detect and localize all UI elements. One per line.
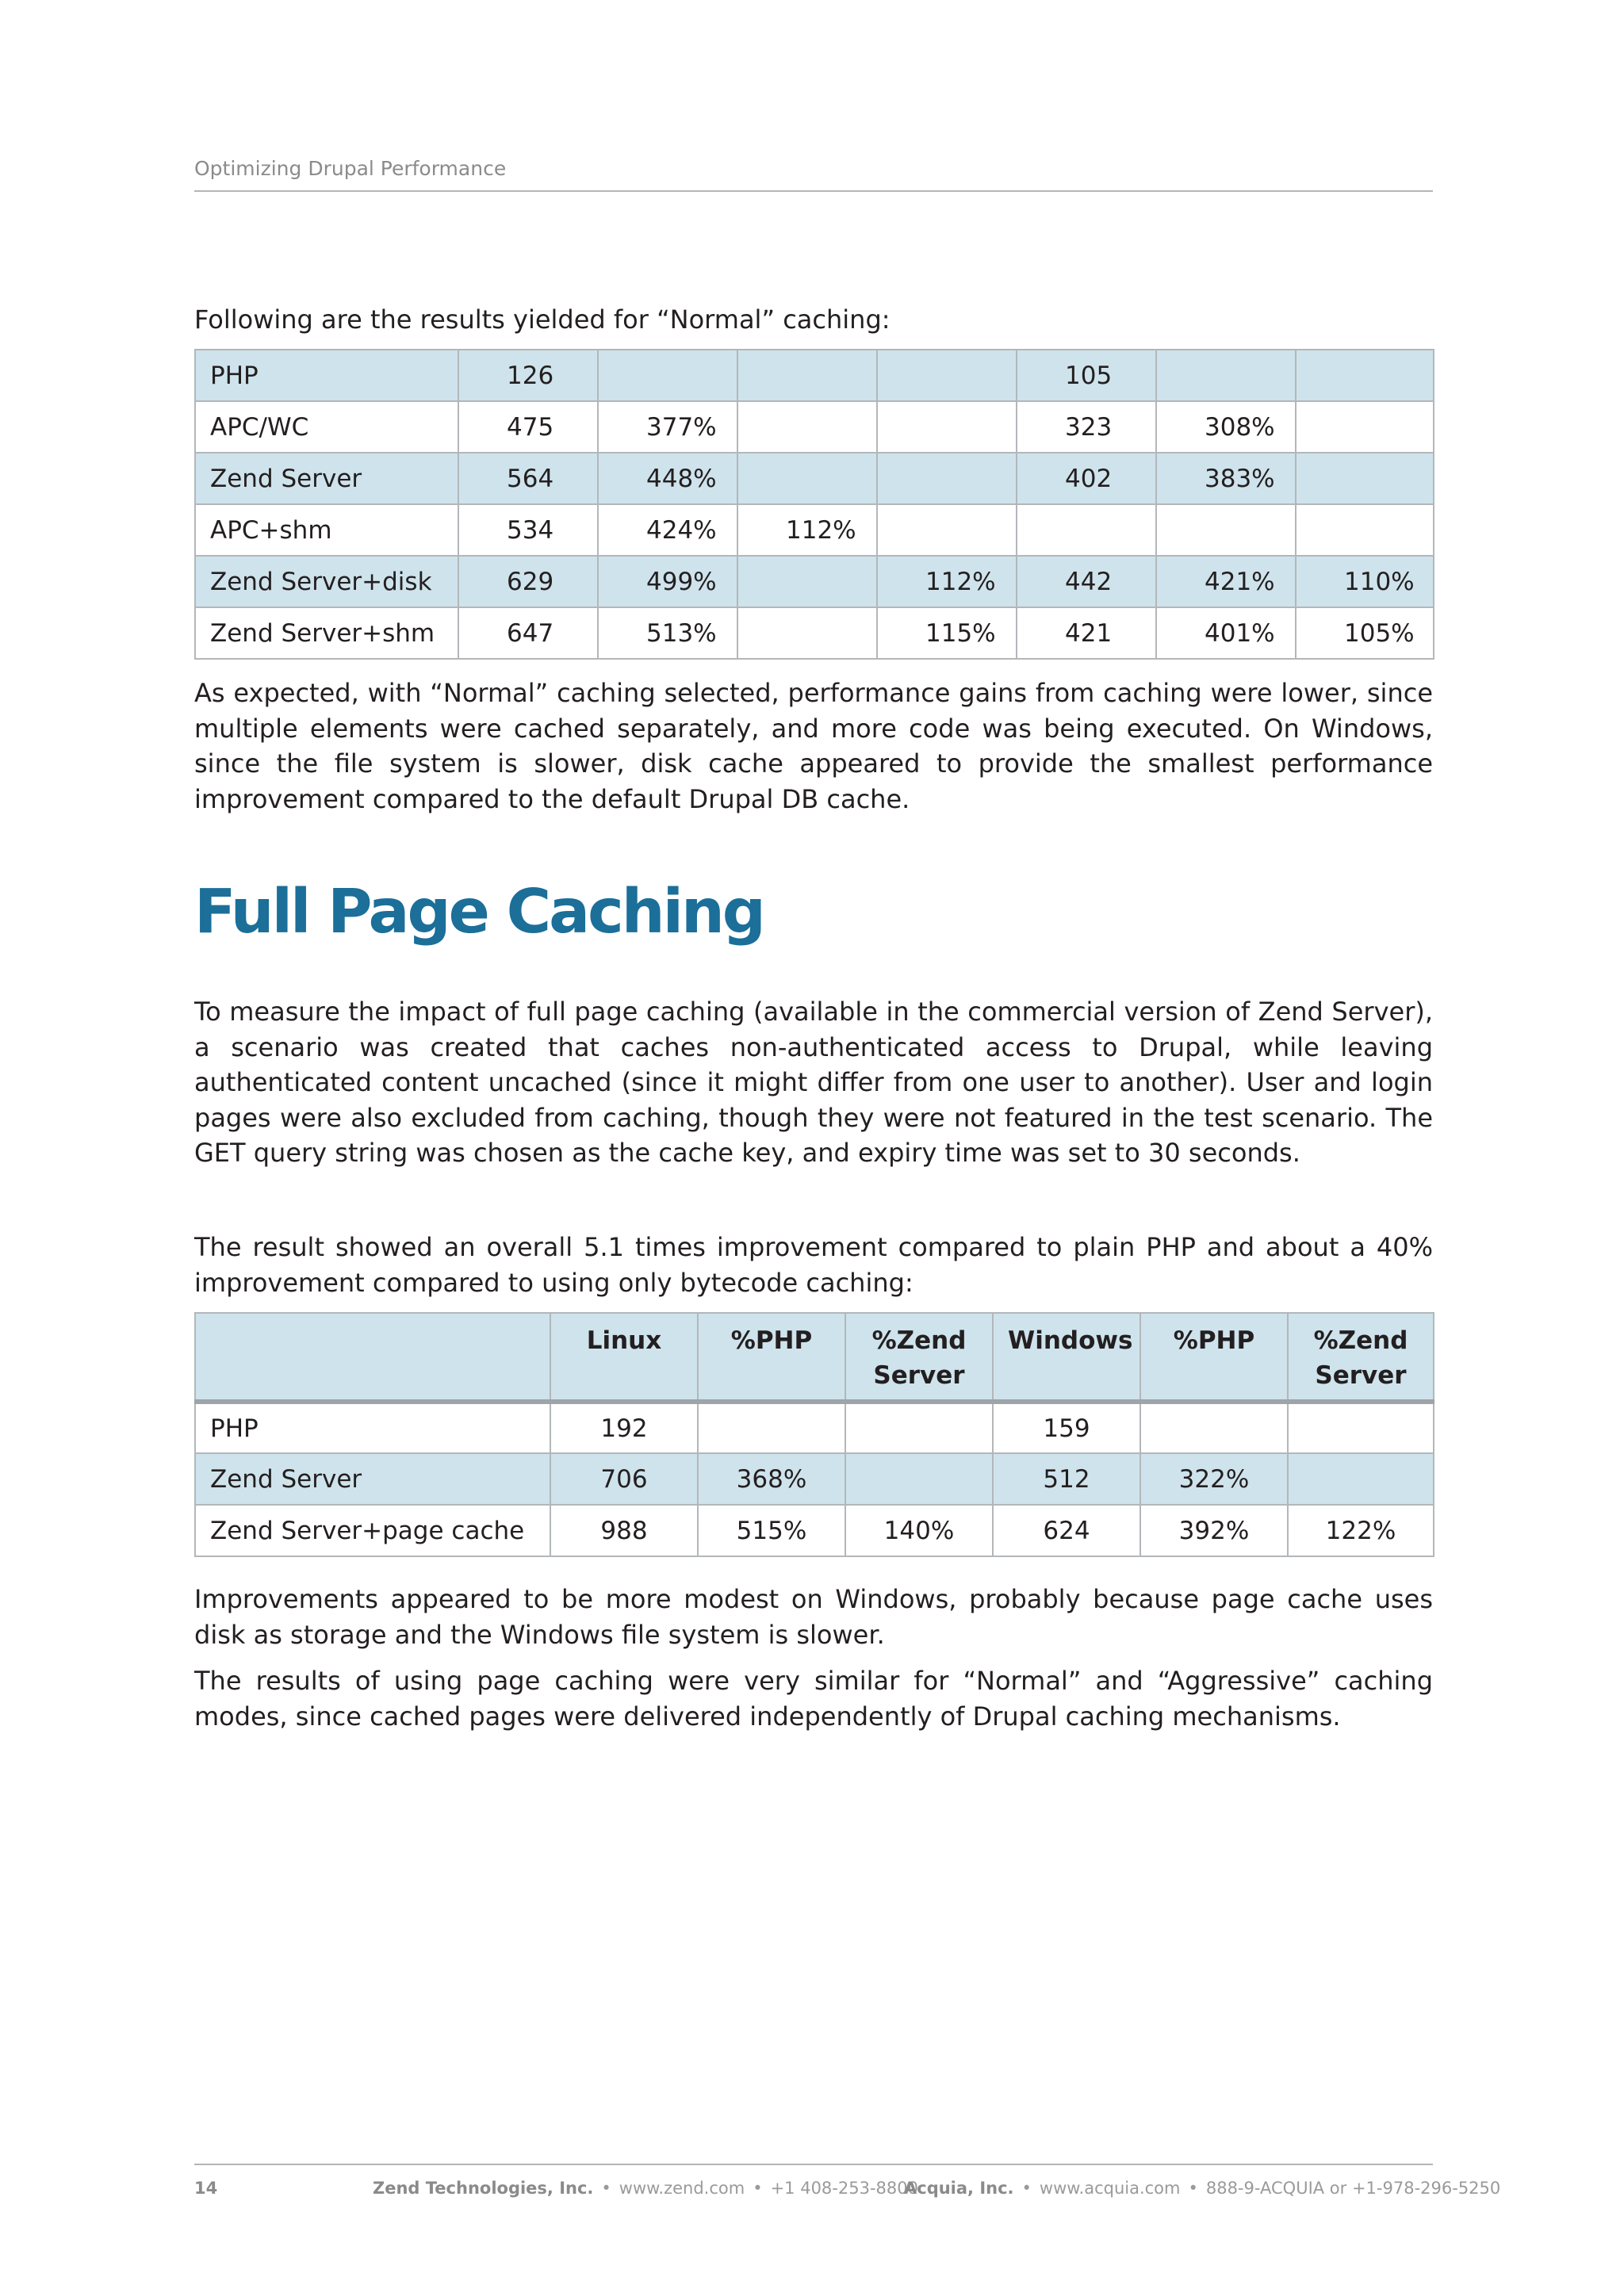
table-cell [1296, 350, 1434, 401]
table-cell [1288, 1453, 1434, 1505]
table-cell [737, 401, 877, 453]
table-cell: 512 [993, 1453, 1140, 1505]
table-cell [737, 350, 877, 401]
intro-normal-caching: Following are the results yielded for “Normal” caching: [194, 304, 891, 335]
table-cell [877, 350, 1017, 401]
table-cell: 706 [550, 1453, 698, 1505]
table-cell: PHP [195, 350, 458, 401]
table-header-cell: Linux [550, 1313, 698, 1402]
table-row [195, 607, 1434, 659]
table-header-cell: %Zend Server [1288, 1313, 1434, 1402]
table-cell: APC/WC [195, 401, 458, 453]
table-cell: 377% [598, 401, 737, 453]
table-cell: Zend Server [195, 1453, 550, 1505]
table-cell: 368% [698, 1453, 845, 1505]
footer-rule [194, 2164, 1433, 2165]
table-header-cell: %PHP [1140, 1313, 1288, 1402]
table-cell: 192 [550, 1402, 698, 1453]
footer-acquia-company: Acquia, Inc. [904, 2179, 1014, 2198]
table-cell: 401% [1156, 607, 1296, 659]
table-row [195, 556, 1434, 607]
section-heading: Full Page Caching [194, 877, 764, 947]
table-row [195, 1453, 1434, 1505]
footer-zend-company: Zend Technologies, Inc. [373, 2179, 594, 2198]
table-cell: 515% [698, 1505, 845, 1556]
table-row [195, 504, 1434, 556]
table-header-cell: %Zend Server [845, 1313, 993, 1402]
table-cell: Zend Server [195, 453, 458, 504]
table-cell: 647 [458, 607, 598, 659]
paragraph-windows-note: Improvements appeared to be more modest on Windows, probably because page cache uses disk as storage and the Windows file system is slower. [194, 1584, 1433, 1650]
table-cell [1296, 453, 1434, 504]
footer-zend-url[interactable]: www.zend.com [619, 2179, 745, 2198]
table-row [195, 453, 1434, 504]
table-cell: 126 [458, 350, 598, 401]
paragraph-caching-modes: The results of using page caching were very similar for “Normal” and “Aggressive” caching modes, since cached pages were delivered independently of Drupal caching mechanisms. [194, 1666, 1433, 1732]
table-cell [737, 556, 877, 607]
table-cell [737, 453, 877, 504]
table-cell: 421 [1017, 607, 1156, 659]
table-cell [1156, 504, 1296, 556]
table-cell: 421% [1156, 556, 1296, 607]
table-cell: 392% [1140, 1505, 1288, 1556]
table-header-cell: Windows [993, 1313, 1140, 1402]
table-cell [877, 401, 1017, 453]
table-cell: 402 [1017, 453, 1156, 504]
table-cell [877, 453, 1017, 504]
normal-caching-table [194, 349, 1434, 660]
paragraph-full-page-result: The result showed an overall 5.1 times improvement compared to plain PHP and about a 40% improvement compared to using only bytecode caching: [194, 1232, 1433, 1298]
table-cell: 115% [877, 607, 1017, 659]
table-cell [1156, 350, 1296, 401]
table-cell: 112% [877, 556, 1017, 607]
table-cell: Zend Server+shm [195, 607, 458, 659]
table-cell: 308% [1156, 401, 1296, 453]
table-cell [845, 1402, 993, 1453]
table-cell: 513% [598, 607, 737, 659]
table-cell: 534 [458, 504, 598, 556]
table-cell: 122% [1288, 1505, 1434, 1556]
table-cell: Zend Server+page cache [195, 1505, 550, 1556]
table-cell [1296, 504, 1434, 556]
table-cell [1140, 1402, 1288, 1453]
table-cell [877, 504, 1017, 556]
paragraph-normal-results: As expected, with “Normal” caching selected, performance gains from caching were lower, since multiple elements were cached separately, and more code was being executed. On Windows, since the file system is slower, disk cache appeared to provide the smallest performance improvement compared to the default Drupal DB cache. [194, 678, 1433, 814]
table-cell [598, 350, 737, 401]
table-cell: 424% [598, 504, 737, 556]
table-cell: 448% [598, 453, 737, 504]
table-row [195, 401, 1434, 453]
table-cell: 988 [550, 1505, 698, 1556]
table-cell: 105% [1296, 607, 1434, 659]
footer-acquia: Acquia, Inc. • www.acquia.com • 888-9-ACQUIA or +1-978-296-5250 [904, 2179, 1501, 2198]
header-rule [194, 190, 1433, 192]
table-cell: 110% [1296, 556, 1434, 607]
table-row [195, 1505, 1434, 1556]
table-cell: 624 [993, 1505, 1140, 1556]
table-cell [737, 607, 877, 659]
table-cell: 105 [1017, 350, 1156, 401]
footer-acquia-url[interactable]: www.acquia.com [1039, 2179, 1181, 2198]
table-cell: 159 [993, 1402, 1140, 1453]
running-header: Optimizing Drupal Performance [194, 157, 507, 180]
table-cell: 140% [845, 1505, 993, 1556]
table-cell: 475 [458, 401, 598, 453]
table-cell [845, 1453, 993, 1505]
footer-zend: Zend Technologies, Inc. • www.zend.com • +1 408-253-8800 [373, 2179, 918, 2198]
table-cell [1296, 401, 1434, 453]
table-cell: 564 [458, 453, 598, 504]
page-caching-table [194, 1312, 1434, 1557]
table-cell [698, 1402, 845, 1453]
table-cell: APC+shm [195, 504, 458, 556]
table-cell: PHP [195, 1402, 550, 1453]
footer-zend-phone: +1 408-253-8800 [770, 2179, 918, 2198]
paragraph-full-page-intro: To measure the impact of full page caching (available in the commercial version of Zend Server), a scenario was created that caches non-authenticated access to Drupal, while leaving authenticated content uncached (since it might differ from one user to another). User and login pages were also excluded from caching, though they were not featured in the test scenario. The GET query string was chosen as the cache key, and expiry time was set to 30 seconds. [194, 997, 1433, 1168]
table-header-row [195, 1313, 1434, 1402]
table-cell: 112% [737, 504, 877, 556]
table-cell: 322% [1140, 1453, 1288, 1505]
table-cell: Zend Server+disk [195, 556, 458, 607]
table-cell: 323 [1017, 401, 1156, 453]
table-cell [1017, 504, 1156, 556]
table-cell: 499% [598, 556, 737, 607]
footer-acquia-phone: 888-9-ACQUIA or +1-978-296-5250 [1205, 2179, 1501, 2198]
table-cell: 629 [458, 556, 598, 607]
table-cell: 383% [1156, 453, 1296, 504]
table-row [195, 1402, 1434, 1453]
page-number: 14 [194, 2179, 218, 2198]
table-cell: 442 [1017, 556, 1156, 607]
table-row [195, 350, 1434, 401]
table-header-cell: %PHP [698, 1313, 845, 1402]
table-header-cell [195, 1313, 550, 1402]
table-cell [1288, 1402, 1434, 1453]
